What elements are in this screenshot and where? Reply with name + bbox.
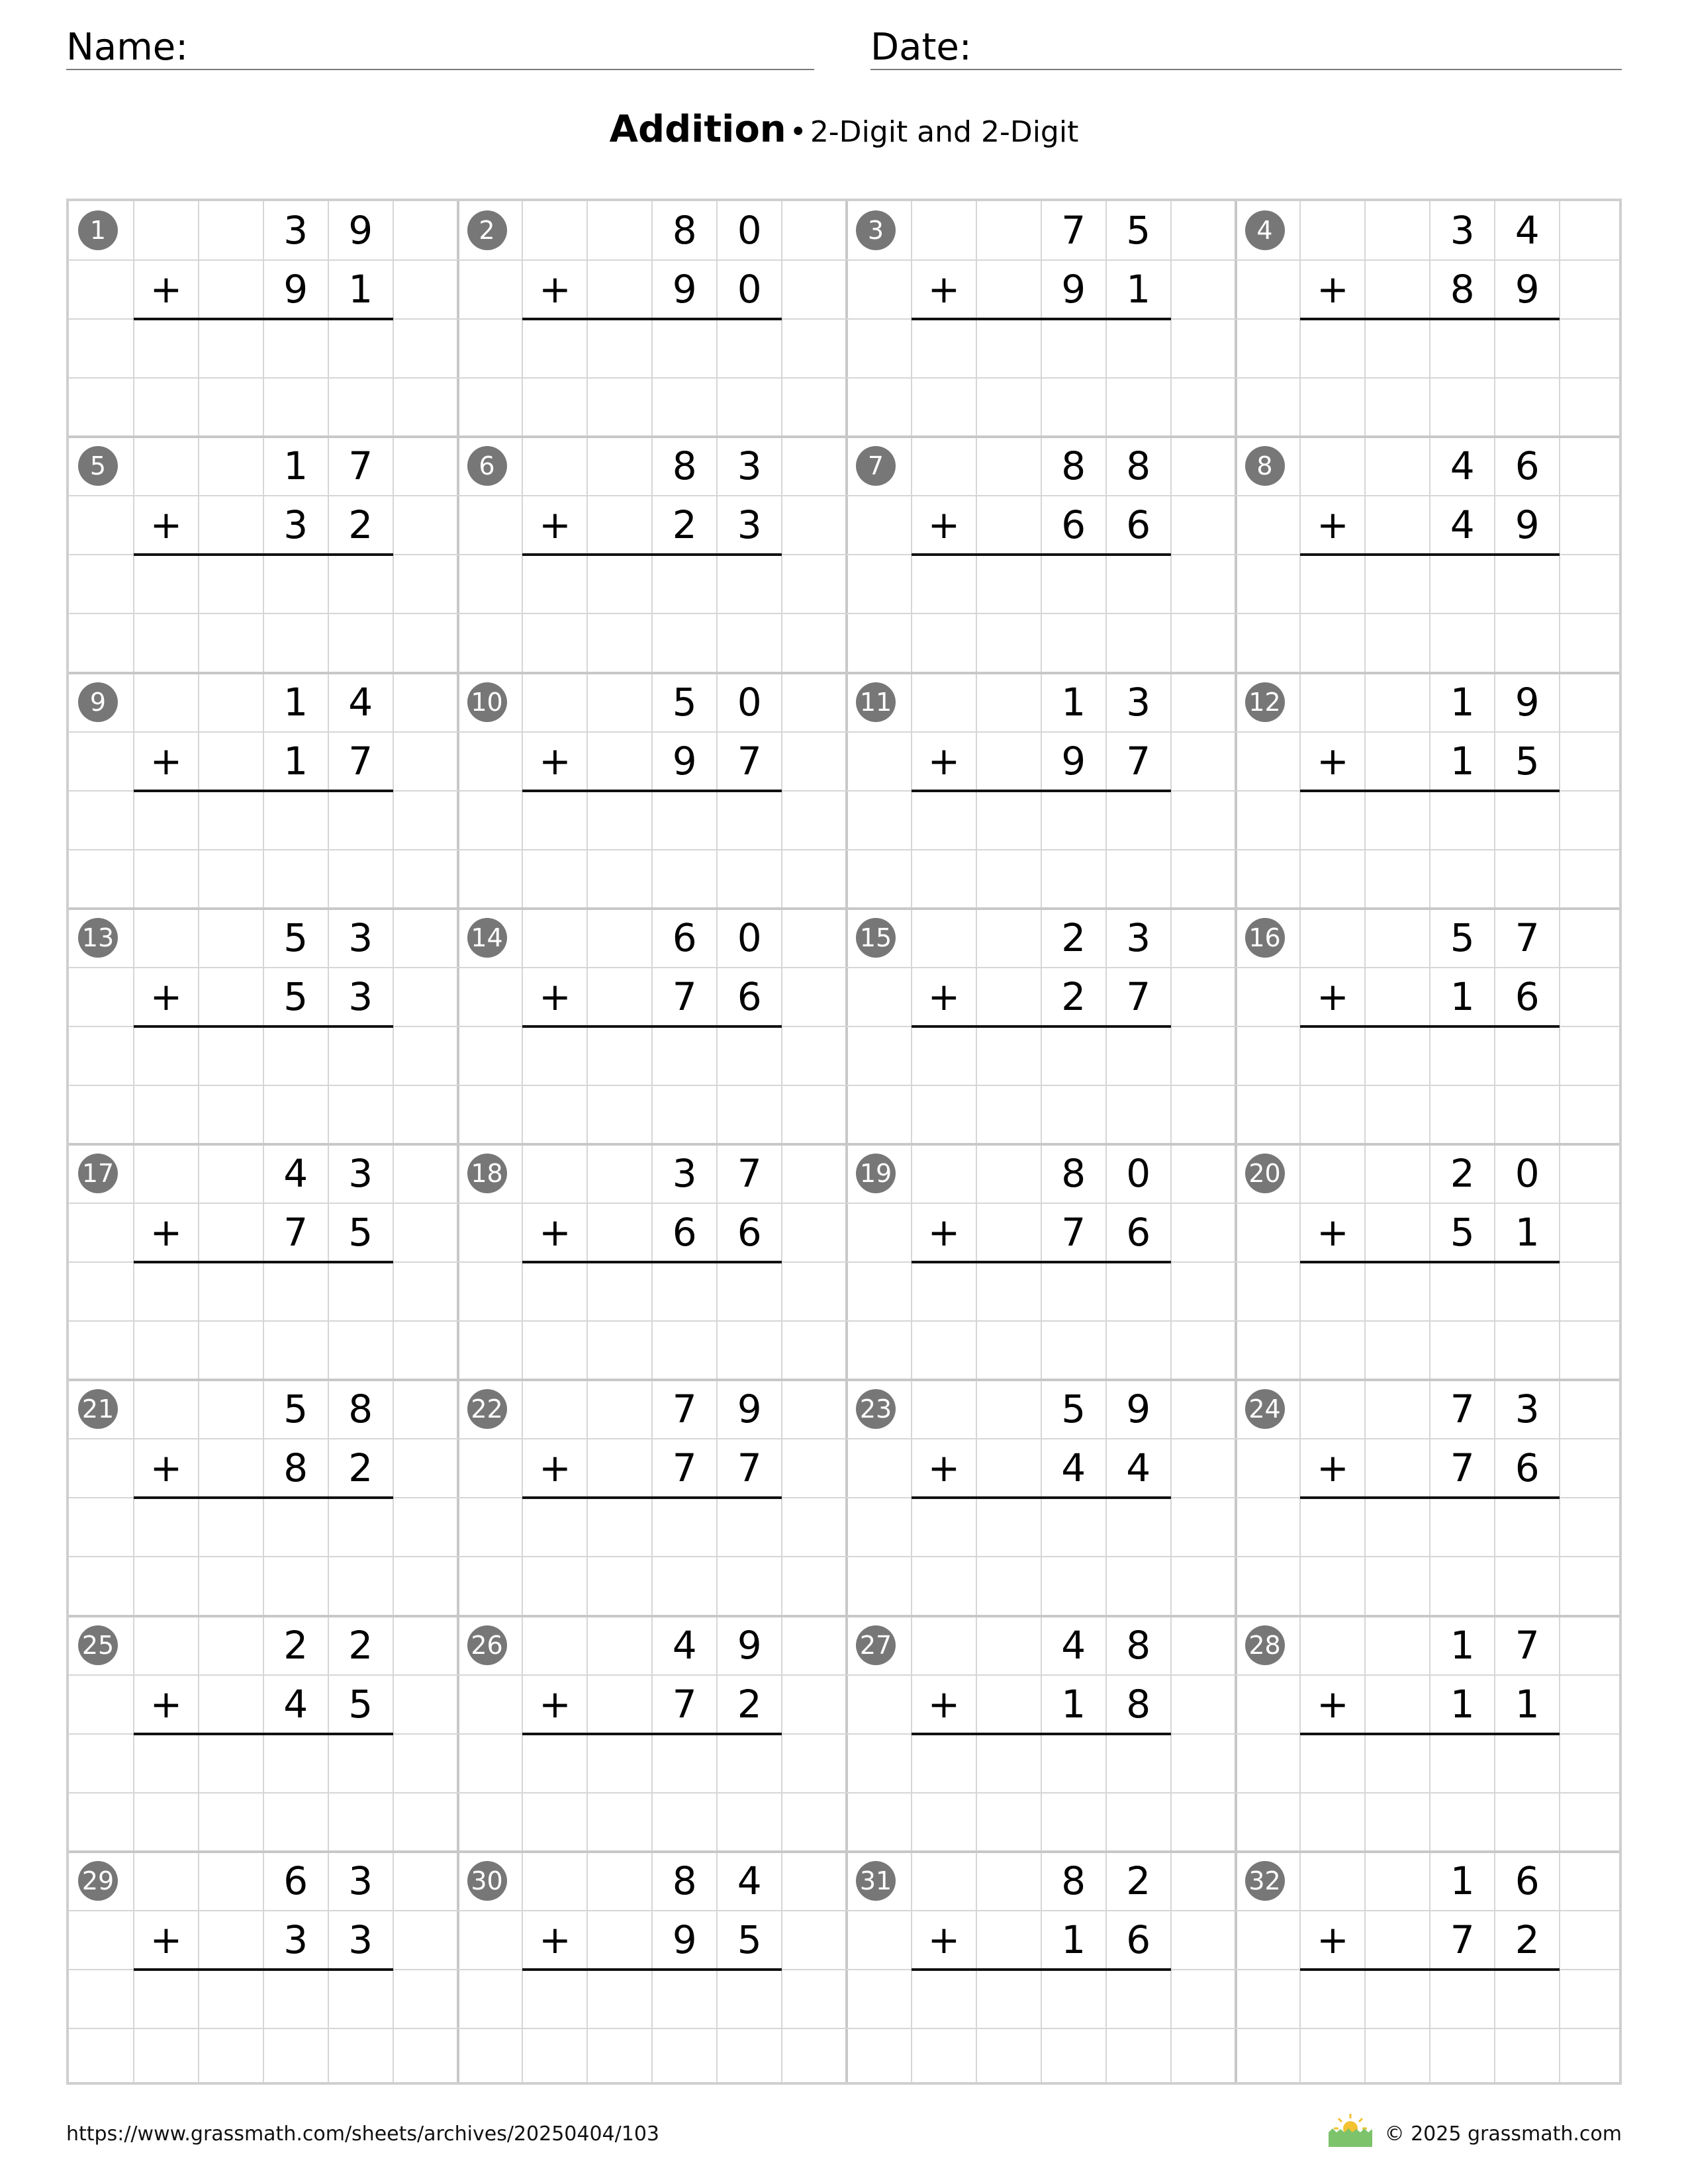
- problem-number-badge: 13: [78, 918, 118, 958]
- top-digit: 0: [737, 915, 762, 960]
- bottom-digit: 9: [283, 267, 308, 312]
- top-digit: 5: [1126, 208, 1151, 253]
- top-digit: 5: [283, 915, 308, 960]
- problem-number-badge: 10: [467, 682, 507, 722]
- bottom-digit: 1: [1061, 1917, 1086, 1962]
- bottom-digit: 7: [737, 738, 762, 784]
- problem-item: [458, 1852, 847, 2087]
- plus-operator: +: [150, 267, 183, 312]
- bottom-digit: 4: [283, 1681, 308, 1727]
- plus-operator: +: [539, 1917, 571, 1962]
- plus-operator: +: [1317, 1210, 1349, 1255]
- top-digit: 9: [1126, 1387, 1151, 1432]
- bottom-digit: 2: [348, 502, 373, 548]
- bottom-digit: 2: [348, 1445, 373, 1491]
- bottom-digit: 5: [1450, 1210, 1475, 1255]
- plus-operator: +: [539, 1445, 571, 1491]
- top-digit: 0: [1126, 1151, 1151, 1196]
- plus-operator: +: [150, 502, 183, 548]
- problem-number-badge: 19: [856, 1154, 896, 1193]
- bottom-digit: 6: [1126, 502, 1151, 548]
- plus-operator: +: [539, 1681, 571, 1727]
- problem-item: [69, 1380, 458, 1615]
- top-digit: 5: [1450, 915, 1475, 960]
- plus-operator: +: [539, 502, 571, 548]
- bottom-digit: 3: [348, 1917, 373, 1962]
- answer-area[interactable]: [134, 1026, 393, 1142]
- bottom-digit: 9: [1515, 267, 1540, 312]
- plus-operator: +: [927, 974, 961, 1019]
- answer-area[interactable]: [1300, 791, 1560, 906]
- answer-area[interactable]: [522, 791, 782, 906]
- top-digit: 3: [348, 915, 373, 960]
- problem-item: [1236, 909, 1625, 1144]
- problem-item: [1236, 1852, 1625, 2087]
- top-digit: 1: [1450, 1858, 1475, 1903]
- problem-number-badge: 15: [856, 918, 896, 958]
- grass-sun-logo-icon: [1327, 2113, 1374, 2147]
- top-digit: 5: [283, 1387, 308, 1432]
- bottom-digit: 2: [672, 502, 697, 548]
- plus-operator: +: [927, 1210, 961, 1255]
- problem-number-badge: 11: [856, 682, 896, 722]
- problem-item: [69, 201, 458, 437]
- top-digit: 3: [348, 1858, 373, 1903]
- problem-number-badge: 14: [467, 918, 507, 958]
- plus-operator: +: [150, 738, 183, 784]
- bottom-digit: 7: [672, 974, 697, 1019]
- answer-area[interactable]: [1300, 1498, 1560, 1613]
- answer-area[interactable]: [1300, 1734, 1560, 1849]
- top-digit: 8: [348, 1387, 373, 1432]
- top-digit: 8: [672, 1858, 697, 1903]
- answer-area[interactable]: [912, 1498, 1171, 1613]
- plus-operator: +: [927, 738, 961, 784]
- problem-item: [1236, 673, 1625, 909]
- problem-item: [847, 201, 1236, 437]
- plus-operator: +: [150, 974, 183, 1019]
- problem-number-badge: 24: [1245, 1389, 1285, 1429]
- top-digit: 7: [1515, 915, 1540, 960]
- top-digit: 8: [1061, 1858, 1086, 1903]
- problem-item: [1236, 1380, 1625, 1615]
- plus-operator: +: [539, 974, 571, 1019]
- top-digit: 3: [283, 208, 308, 253]
- answer-area[interactable]: [912, 319, 1171, 434]
- bottom-digit: 2: [1515, 1917, 1540, 1962]
- bottom-digit: 1: [1515, 1210, 1540, 1255]
- top-digit: 2: [1450, 1151, 1475, 1196]
- bottom-digit: 6: [1515, 974, 1540, 1019]
- bottom-digit: 1: [348, 267, 373, 312]
- plus-operator: +: [1317, 267, 1349, 312]
- problem-number-badge: 20: [1245, 1154, 1285, 1193]
- problem-number-badge: 8: [1245, 446, 1285, 486]
- plus-operator: +: [1317, 1917, 1349, 1962]
- answer-area[interactable]: [522, 1026, 782, 1142]
- top-digit: 3: [1126, 915, 1151, 960]
- top-digit: 8: [672, 208, 697, 253]
- top-digit: 3: [672, 1151, 697, 1196]
- top-digit: 7: [672, 1387, 697, 1432]
- answer-area[interactable]: [522, 319, 782, 434]
- answer-area[interactable]: [1300, 1262, 1560, 1377]
- bottom-digit: 4: [1450, 502, 1475, 548]
- answer-area[interactable]: [912, 1262, 1171, 1377]
- top-digit: 8: [672, 443, 697, 489]
- answer-area[interactable]: [522, 1498, 782, 1613]
- plus-operator: +: [539, 267, 571, 312]
- problem-number-badge: 7: [856, 446, 896, 486]
- top-digit: 8: [1126, 443, 1151, 489]
- bottom-digit: 1: [1515, 1681, 1540, 1727]
- bottom-digit: 6: [1126, 1917, 1151, 1962]
- problem-item: [458, 437, 847, 672]
- bottom-digit: 6: [737, 1210, 762, 1255]
- answer-area[interactable]: [912, 791, 1171, 906]
- bottom-digit: 6: [1126, 1210, 1151, 1255]
- top-digit: 5: [672, 679, 697, 725]
- answer-area[interactable]: [912, 1026, 1171, 1142]
- bottom-digit: 5: [348, 1681, 373, 1727]
- top-digit: 4: [283, 1151, 308, 1196]
- problem-item: [1236, 437, 1625, 672]
- bottom-digit: 7: [1450, 1917, 1475, 1962]
- problem-number-badge: 12: [1245, 682, 1285, 722]
- problem-number-badge: 3: [856, 210, 896, 250]
- bottom-digit: 1: [1126, 267, 1151, 312]
- problem-number-badge: 1: [78, 210, 118, 250]
- bottom-digit: 9: [672, 1917, 697, 1962]
- problem-number-badge: 16: [1245, 918, 1285, 958]
- plus-operator: +: [539, 1210, 571, 1255]
- title-subtitle: 2-Digit and 2-Digit: [810, 115, 1079, 149]
- bottom-digit: 8: [283, 1445, 308, 1491]
- bottom-digit: 5: [1515, 738, 1540, 784]
- bottom-digit: 3: [737, 502, 762, 548]
- problem-item: [458, 909, 847, 1144]
- bottom-digit: 9: [672, 738, 697, 784]
- problem-item: [69, 437, 458, 672]
- plus-operator: +: [1317, 738, 1349, 784]
- plus-operator: +: [927, 502, 961, 548]
- top-digit: 6: [283, 1858, 308, 1903]
- top-digit: 6: [1515, 1858, 1540, 1903]
- problem-number-badge: 4: [1245, 210, 1285, 250]
- problem-item: [458, 1144, 847, 1380]
- problem-item: [458, 1616, 847, 1852]
- top-digit: 0: [1515, 1151, 1540, 1196]
- top-digit: 2: [1061, 915, 1086, 960]
- date-label: Date:: [870, 26, 972, 69]
- problem-item: [69, 1144, 458, 1380]
- problem-number-badge: 26: [467, 1625, 507, 1665]
- top-digit: 0: [737, 679, 762, 725]
- top-digit: 1: [283, 443, 308, 489]
- answer-area[interactable]: [134, 1734, 393, 1849]
- top-digit: 4: [1061, 1622, 1086, 1668]
- top-digit: 4: [1515, 208, 1540, 253]
- problem-item: [847, 909, 1236, 1144]
- problem-grid: [66, 199, 1622, 2085]
- answer-area[interactable]: [1300, 1026, 1560, 1142]
- top-digit: 8: [1061, 1151, 1086, 1196]
- top-digit: 0: [737, 208, 762, 253]
- top-digit: 3: [348, 1151, 373, 1196]
- problem-number-badge: 25: [78, 1625, 118, 1665]
- top-digit: 2: [348, 1622, 373, 1668]
- bottom-digit: 9: [1515, 502, 1540, 548]
- plus-operator: +: [539, 738, 571, 784]
- top-digit: 3: [1126, 679, 1151, 725]
- top-digit: 2: [1126, 1858, 1151, 1903]
- top-digit: 2: [283, 1622, 308, 1668]
- bottom-digit: 1: [1061, 1681, 1086, 1727]
- bottom-digit: 7: [348, 738, 373, 784]
- plus-operator: +: [1317, 502, 1349, 548]
- problem-item: [458, 201, 847, 437]
- problem-item: [847, 1380, 1236, 1615]
- top-digit: 7: [348, 443, 373, 489]
- bottom-digit: 1: [1450, 974, 1475, 1019]
- answer-area[interactable]: [134, 319, 393, 434]
- bottom-digit: 7: [1126, 974, 1151, 1019]
- answer-area[interactable]: [134, 1262, 393, 1377]
- bottom-digit: 7: [672, 1445, 697, 1491]
- problem-item: [69, 673, 458, 909]
- top-digit: 9: [737, 1387, 762, 1432]
- bottom-digit: 6: [672, 1210, 697, 1255]
- bottom-digit: 2: [1061, 974, 1086, 1019]
- footer-url: https://www.grassmath.com/sheets/archives/20250404/103: [66, 2122, 660, 2146]
- answer-area[interactable]: [1300, 555, 1560, 670]
- top-digit: 4: [1450, 443, 1475, 489]
- answer-area[interactable]: [134, 791, 393, 906]
- problem-item: [847, 437, 1236, 672]
- top-digit: 3: [737, 443, 762, 489]
- plus-operator: +: [150, 1917, 183, 1962]
- plus-operator: +: [150, 1681, 183, 1727]
- bottom-digit: 1: [1450, 1681, 1475, 1727]
- top-digit: 5: [1061, 1387, 1086, 1432]
- problem-item: [69, 1852, 458, 2087]
- footer-copyright: © 2025 grassmath.com: [1384, 2122, 1622, 2146]
- top-digit: 1: [1450, 1622, 1475, 1668]
- top-digit: 7: [737, 1151, 762, 1196]
- problem-number-badge: 31: [856, 1861, 896, 1901]
- bottom-digit: 7: [672, 1681, 697, 1727]
- plus-operator: +: [927, 1681, 961, 1727]
- problem-number-badge: 18: [467, 1154, 507, 1193]
- problem-item: [458, 1380, 847, 1615]
- answer-area[interactable]: [134, 555, 393, 670]
- top-digit: 9: [348, 208, 373, 253]
- problem-number-badge: 21: [78, 1389, 118, 1429]
- plus-operator: +: [1317, 974, 1349, 1019]
- bottom-digit: 9: [1061, 267, 1086, 312]
- bottom-digit: 7: [283, 1210, 308, 1255]
- top-digit: 4: [348, 679, 373, 725]
- problem-item: [847, 1616, 1236, 1852]
- problem-item: [69, 1616, 458, 1852]
- bottom-digit: 5: [283, 974, 308, 1019]
- answer-area[interactable]: [522, 555, 782, 670]
- plus-operator: +: [927, 1917, 961, 1962]
- bottom-digit: 3: [348, 974, 373, 1019]
- top-digit: 8: [1126, 1622, 1151, 1668]
- answer-area[interactable]: [134, 1498, 393, 1613]
- plus-operator: +: [150, 1210, 183, 1255]
- bottom-digit: 3: [283, 1917, 308, 1962]
- bottom-digit: 6: [1061, 502, 1086, 548]
- problem-number-badge: 27: [856, 1625, 896, 1665]
- name-field[interactable]: [66, 24, 814, 70]
- top-digit: 7: [1515, 1622, 1540, 1668]
- problem-number-badge: 9: [78, 682, 118, 722]
- problem-number-badge: 2: [467, 210, 507, 250]
- problem-item: [69, 909, 458, 1144]
- bottom-digit: 7: [1061, 1210, 1086, 1255]
- problem-item: [847, 673, 1236, 909]
- problem-number-badge: 32: [1245, 1861, 1285, 1901]
- problem-item: [847, 1144, 1236, 1380]
- top-digit: 3: [1450, 208, 1475, 253]
- bottom-digit: 7: [737, 1445, 762, 1491]
- top-digit: 1: [1061, 679, 1086, 725]
- problem-item: [847, 1852, 1236, 2087]
- name-label: Name:: [66, 26, 189, 69]
- problem-number-badge: 17: [78, 1154, 118, 1193]
- problem-number-badge: 5: [78, 446, 118, 486]
- top-digit: 1: [283, 679, 308, 725]
- bottom-digit: 7: [1126, 738, 1151, 784]
- problem-number-badge: 30: [467, 1861, 507, 1901]
- top-digit: 7: [1450, 1387, 1475, 1432]
- top-digit: 6: [672, 915, 697, 960]
- top-digit: 6: [1515, 443, 1540, 489]
- problem-number-badge: 28: [1245, 1625, 1285, 1665]
- top-digit: 1: [1450, 679, 1475, 725]
- top-digit: 9: [1515, 679, 1540, 725]
- bottom-digit: 7: [1450, 1445, 1475, 1491]
- worksheet-title: [0, 106, 1688, 162]
- problem-number-badge: 23: [856, 1389, 896, 1429]
- plus-operator: +: [1317, 1445, 1349, 1491]
- bottom-digit: 5: [737, 1917, 762, 1962]
- answer-area[interactable]: [912, 1970, 1171, 2085]
- bottom-digit: 2: [737, 1681, 762, 1727]
- answer-area[interactable]: [1300, 1970, 1560, 2085]
- answer-area[interactable]: [522, 1262, 782, 1377]
- plus-operator: +: [150, 1445, 183, 1491]
- plus-operator: +: [927, 1445, 961, 1491]
- bottom-digit: 0: [737, 267, 762, 312]
- top-digit: 3: [1515, 1387, 1540, 1432]
- answer-area[interactable]: [522, 1734, 782, 1849]
- answer-area[interactable]: [1300, 319, 1560, 434]
- bottom-digit: 4: [1061, 1445, 1086, 1491]
- problem-item: [1236, 201, 1625, 437]
- bottom-digit: 5: [348, 1210, 373, 1255]
- plus-operator: +: [1317, 1681, 1349, 1727]
- bottom-digit: 6: [737, 974, 762, 1019]
- bottom-digit: 1: [283, 738, 308, 784]
- problem-number-badge: 6: [467, 446, 507, 486]
- answer-area[interactable]: [912, 555, 1171, 670]
- date-field[interactable]: [870, 24, 1622, 70]
- plus-operator: +: [927, 267, 961, 312]
- problem-item: [1236, 1144, 1625, 1380]
- top-digit: 7: [1061, 208, 1086, 253]
- bottom-digit: 9: [672, 267, 697, 312]
- bottom-digit: 8: [1126, 1681, 1151, 1727]
- top-digit: 4: [672, 1622, 697, 1668]
- bottom-digit: 4: [1126, 1445, 1151, 1491]
- top-digit: 8: [1061, 443, 1086, 489]
- bottom-digit: 1: [1450, 738, 1475, 784]
- bottom-digit: 9: [1061, 738, 1086, 784]
- bottom-digit: 3: [283, 502, 308, 548]
- top-digit: 4: [737, 1858, 762, 1903]
- answer-area[interactable]: [522, 1970, 782, 2085]
- answer-area[interactable]: [912, 1734, 1171, 1849]
- title-main: Addition: [609, 108, 786, 151]
- problem-number-badge: 22: [467, 1389, 507, 1429]
- problem-item: [458, 673, 847, 909]
- answer-area[interactable]: [134, 1970, 393, 2085]
- problem-item: [1236, 1616, 1625, 1852]
- title-bullet: •: [789, 115, 807, 149]
- bottom-digit: 6: [1515, 1445, 1540, 1491]
- problem-number-badge: 29: [78, 1861, 118, 1901]
- top-digit: 9: [737, 1622, 762, 1668]
- bottom-digit: 8: [1450, 267, 1475, 312]
